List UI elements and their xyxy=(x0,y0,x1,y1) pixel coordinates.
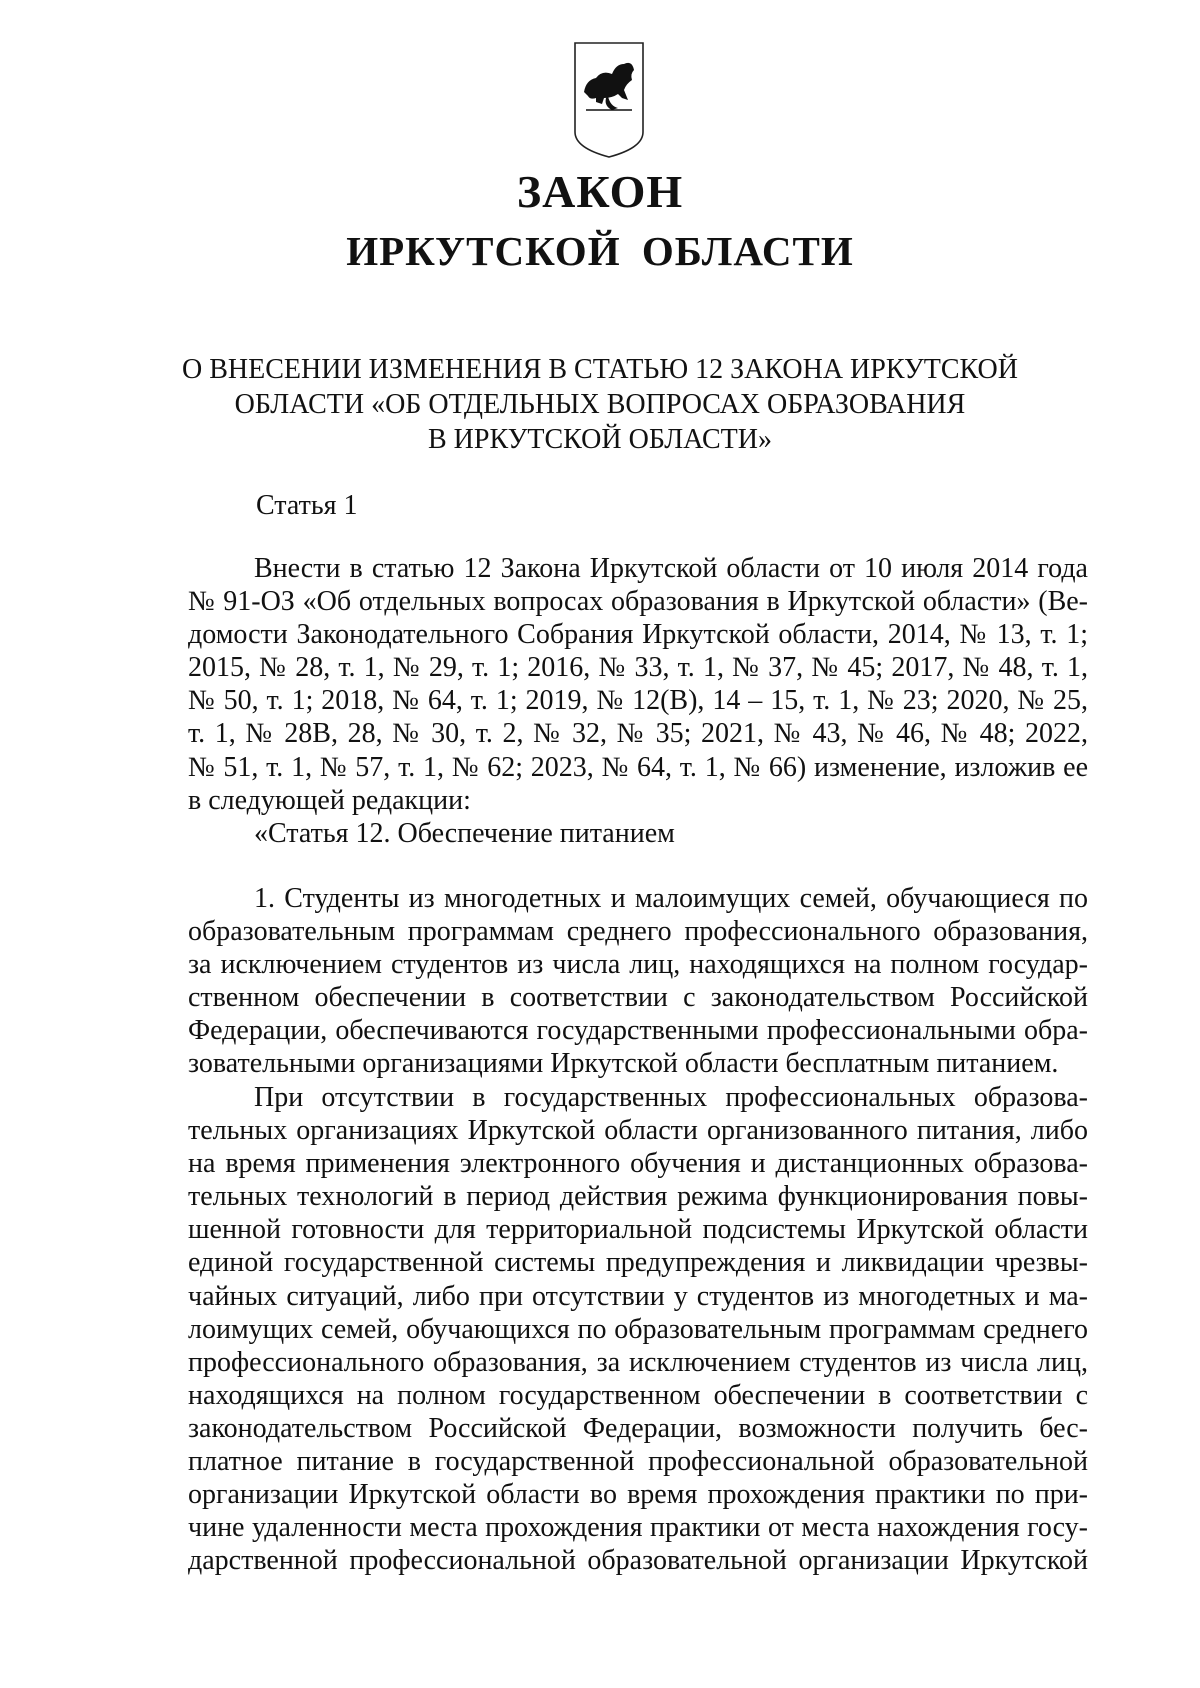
text-line: Внести в статью 12 Закона Иркутской области от 10 июля 2014 года xyxy=(254,553,1088,584)
text-line: законодательством Российской Федерации, возможности получить бес- xyxy=(188,1412,1088,1444)
text-line: за исключением студентов из числа лиц, находящихся на полном государ- xyxy=(188,949,1088,981)
text-line: тельных организациях Иркутской области организованного питания, либо xyxy=(188,1115,1088,1147)
text-line: в следующей редакции: xyxy=(188,784,471,816)
text-line: образовательным программам среднего профессионального образования, xyxy=(188,916,1088,948)
document-title: ЗАКОН xyxy=(516,166,684,217)
text-line: находящихся на полном государственном обеспечении в соответствии с xyxy=(188,1379,1088,1411)
document-subtitle: ИРКУТСКОЙ ОБЛАСТИ xyxy=(346,228,854,274)
heading-line: В ИРКУТСКОЙ ОБЛАСТИ» xyxy=(427,424,773,455)
law-heading xyxy=(0,352,1200,457)
text-line: Федерации, обеспечиваются государственными профессиональными обра- xyxy=(188,1015,1088,1047)
heading-line: ОБЛАСТИ «ОБ ОТДЕЛЬНЫХ ВОПРОСАХ ОБРАЗОВАНИЯ xyxy=(234,389,966,420)
text-line: 1. Студенты из многодетных и малоимущих семей, обучающиеся по xyxy=(254,883,1088,914)
text-line: чайных ситуаций, либо при отсутствии у студентов из многодетных и ма- xyxy=(188,1280,1088,1312)
text-line: на время применения электронного обучения и дистанционных образова- xyxy=(188,1148,1088,1180)
text-line: № 91-ОЗ «Об отдельных вопросах образования в Иркутской области» (Ве- xyxy=(188,586,1088,618)
text-line: 2015, № 28, т. 1, № 29, т. 1; 2016, № 33, т. 1, № 37, № 45; 2017, № 48, т. 1, xyxy=(188,652,1088,684)
text-line: единой государственной системы предупреждения и ликвидации чрезвы- xyxy=(188,1247,1088,1279)
text-line: профессионального образования, за исключением студентов из числа лиц, xyxy=(188,1346,1088,1378)
intro-paragraph xyxy=(188,552,1088,850)
heading-line: О ВНЕСЕНИИ ИЗМЕНЕНИЯ В СТАТЬЮ 12 ЗАКОНА ИРКУТСКОЙ xyxy=(182,354,1018,385)
text-line: № 51, т. 1, № 57, т. 1, № 62; 2023, № 64, т. 1, № 66) изменение, изложив ее xyxy=(188,751,1088,783)
text-line: ственном обеспечении в соответствии с законодательством Российской xyxy=(188,982,1088,1014)
article12-title: «Статья 12. Обеспечение питанием xyxy=(254,817,675,849)
text-line: домости Законодательного Собрания Иркутской области, 2014, № 13, т. 1; xyxy=(188,619,1088,651)
paragraph-2 xyxy=(188,1081,1088,1577)
coat-of-arms-icon xyxy=(572,40,646,160)
text-line: платное питание в государственной профессиональной образовательной xyxy=(188,1446,1088,1478)
text-line: т. 1, № 28В, 28, № 30, т. 2, № 32, № 35; 2021, № 43, № 46, № 48; 2022, xyxy=(188,718,1088,750)
text-line: тельных технологий в период действия режима функционирования повы- xyxy=(188,1181,1088,1213)
text-line: дарственной профессиональной образовательной организации Иркутской xyxy=(188,1545,1088,1577)
text-line: При отсутствии в государственных профессиональных образова- xyxy=(254,1082,1088,1113)
text-line: чине удаленности места прохождения практики от места нахождения госу- xyxy=(188,1512,1088,1544)
text-line: шенной готовности для территориальной подсистемы Иркутской области xyxy=(188,1214,1088,1246)
paragraph-1 xyxy=(188,882,1088,1081)
article-label: Статья 1 xyxy=(256,490,358,521)
text-line: организации Иркутской области во время прохождения практики по при- xyxy=(188,1479,1088,1511)
text-line: № 50, т. 1; 2018, № 64, т. 1; 2019, № 12(В), 14 – 15, т. 1, № 23; 2020, № 25, xyxy=(188,685,1088,717)
text-line: зовательными организациями Иркутской области бесплатным питанием. xyxy=(188,1048,1059,1080)
text-line: лоимущих семей, обучающихся по образовательным программам среднего xyxy=(188,1313,1088,1345)
